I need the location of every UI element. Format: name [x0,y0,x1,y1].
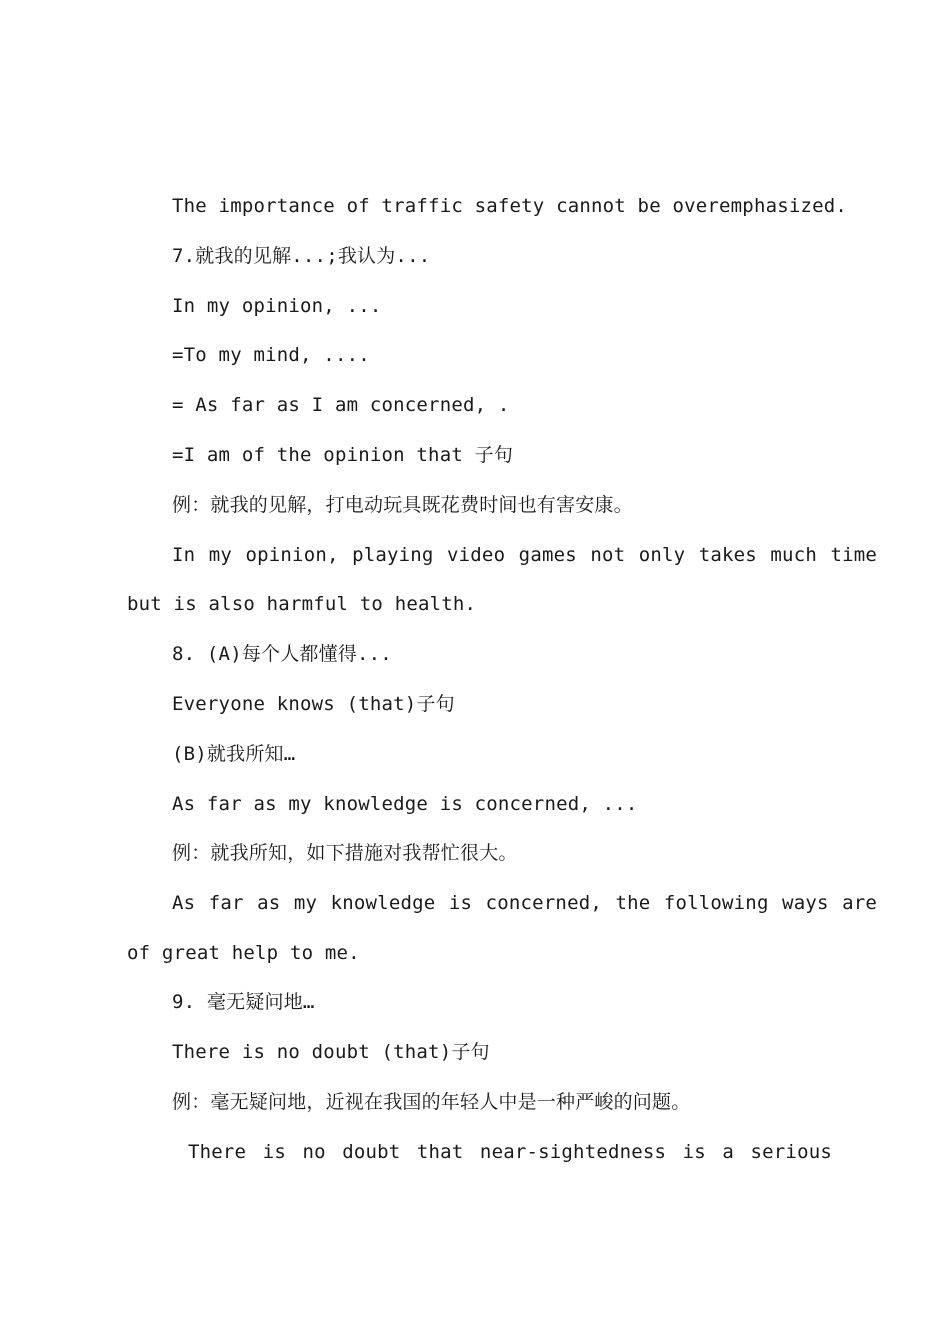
text-line: In my opinion, playing video games not only takes much time [172,544,877,566]
text-line: = As far as I am concerned, . [172,394,510,416]
text-line: (B)就我所知… [172,743,296,765]
text-line: As far as my knowledge is concerned, the following ways are [172,892,877,914]
text-line: There is no doubt that near-sightedness is a serious [188,1141,832,1163]
example-line: 例：毫无疑问地，近视在我国的年轻人中是一种严峻的问题。 [172,1091,691,1113]
text-line: of great help to me. [127,942,360,964]
example-line: 例：就我的见解，打电动玩具既花费时间也有害安康。 [172,494,633,516]
text-line: The importance of traffic safety cannot be overemphasized. [172,195,848,217]
text-line: but is also harmful to health. [127,593,477,615]
text-line: Everyone knows (that)子句 [172,693,455,715]
text-line: =I am of the opinion that 子句 [172,444,514,466]
text-line: In my opinion, ... [172,295,382,317]
example-line: 例：就我所知，如下措施对我帮忙很大。 [172,842,518,864]
text-line: =To my mind, .... [172,344,370,366]
text-line: There is no doubt (that)子句 [172,1041,490,1063]
section-heading-9: 9. 毫无疑问地… [172,991,315,1013]
text-line: As far as my knowledge is concerned, ... [172,793,638,815]
section-heading-8: 8. (A)每个人都懂得... [172,643,392,665]
section-heading-7: 7.就我的见解...;我认为... [172,245,431,267]
